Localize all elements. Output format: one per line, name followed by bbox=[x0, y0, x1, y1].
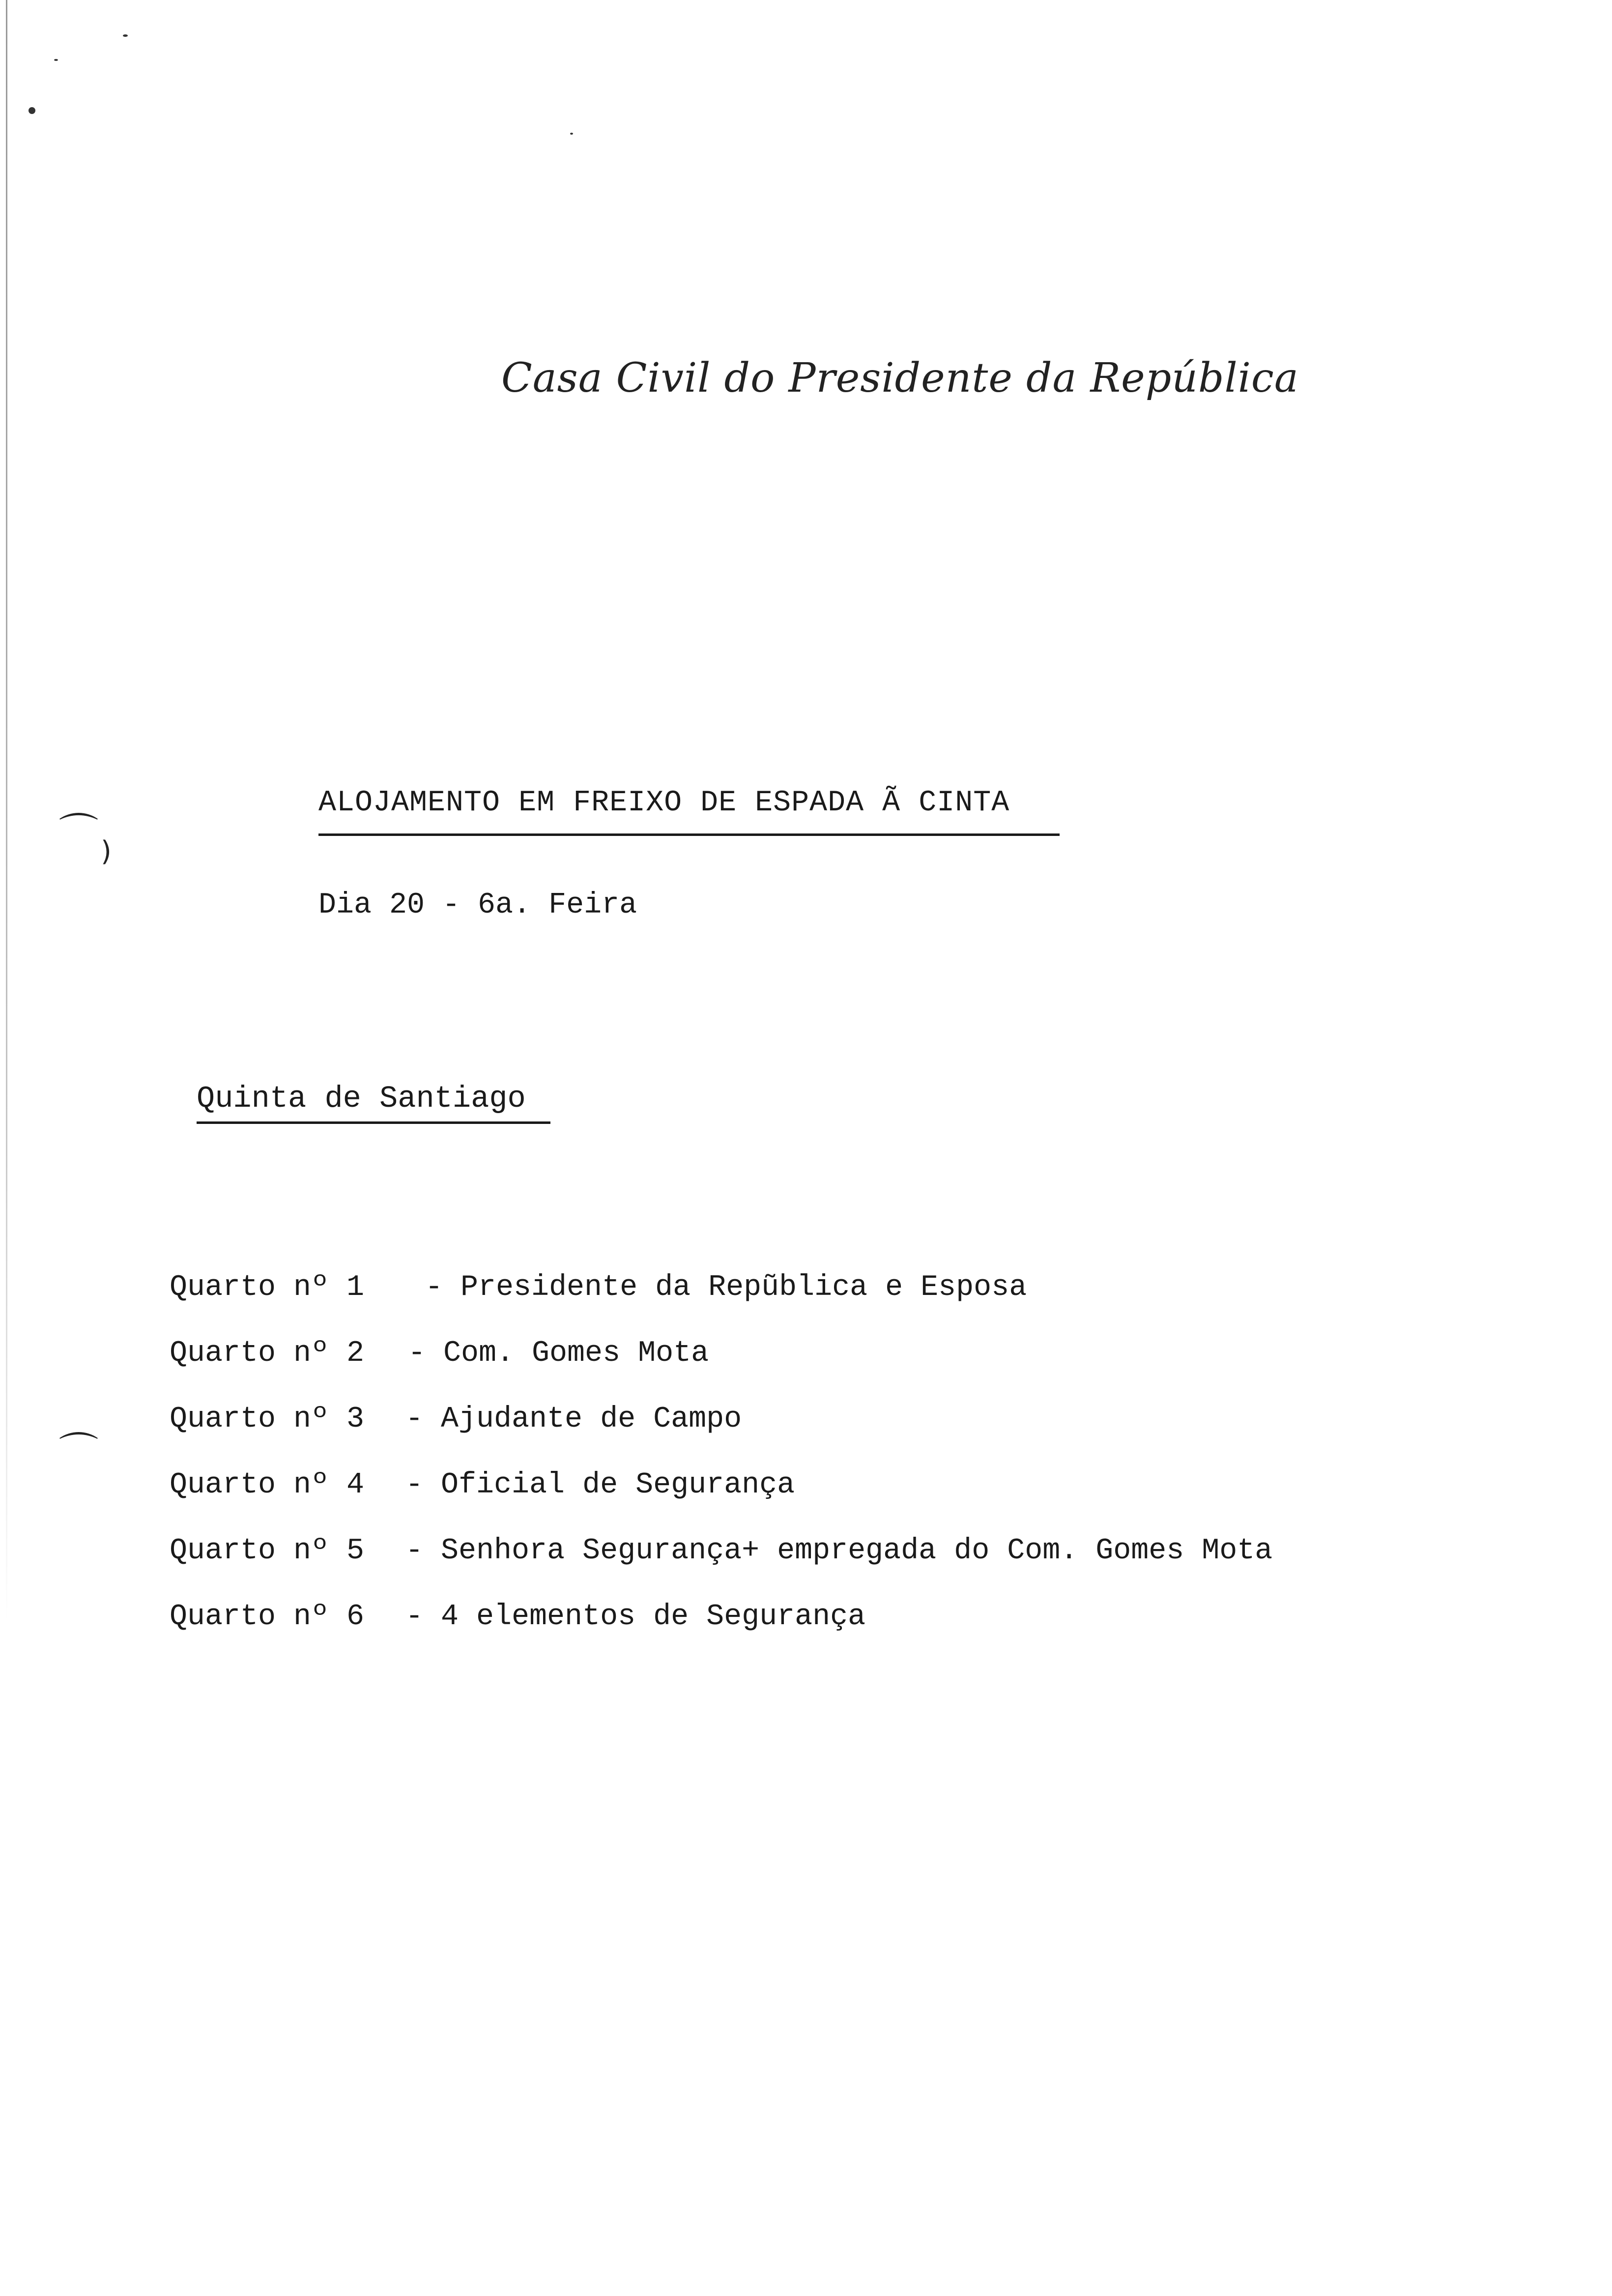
room-row bbox=[170, 1268, 1447, 1334]
room-label: Quarto nº 5 bbox=[170, 1534, 365, 1568]
room-label: Quarto nº 1 bbox=[170, 1271, 365, 1304]
room-row bbox=[170, 1400, 1447, 1465]
scan-speck bbox=[123, 34, 128, 37]
margin-paren-mark: ) bbox=[101, 835, 112, 867]
room-occupant: - Oficial de Segurança bbox=[405, 1468, 795, 1502]
room-occupant: - 4 elementos de Segurança bbox=[405, 1600, 866, 1634]
scan-edge-line bbox=[6, 0, 7, 1622]
location-underline bbox=[197, 1121, 550, 1124]
room-list bbox=[170, 1268, 1447, 1663]
heading-underline bbox=[318, 833, 1060, 836]
letterhead: Casa Civil do Presidente da República bbox=[501, 355, 1299, 402]
room-occupant: - Senhora Segurança+ empregada do Com. Gomes Mota bbox=[405, 1534, 1273, 1568]
room-occupant: - Ajudante de Campo bbox=[405, 1403, 742, 1436]
room-label: Quarto nº 4 bbox=[170, 1468, 365, 1502]
scan-speck bbox=[29, 107, 35, 114]
scan-speck bbox=[54, 59, 58, 61]
room-row bbox=[170, 1465, 1447, 1531]
margin-arc-mark: ⌒ bbox=[59, 1429, 98, 1475]
room-occupant: - Com. Gomes Mota bbox=[408, 1337, 709, 1370]
room-row bbox=[170, 1597, 1447, 1663]
margin-arc-mark: ⌒ bbox=[59, 810, 98, 856]
room-label: Quarto nº 6 bbox=[170, 1600, 365, 1634]
location-title: Quinta de Santiago bbox=[197, 1081, 526, 1116]
document-date: Dia 20 - 6a. Feira bbox=[318, 889, 637, 922]
room-row bbox=[170, 1531, 1447, 1597]
room-label: Quarto nº 2 bbox=[170, 1337, 365, 1370]
room-label: Quarto nº 3 bbox=[170, 1403, 365, 1436]
scan-speck bbox=[570, 133, 573, 135]
document-heading: ALOJAMENTO EM FREIXO DE ESPADA Ã CINTA bbox=[318, 786, 1010, 820]
room-row bbox=[170, 1334, 1447, 1400]
room-occupant: - Presidente da Repũblica e Esposa bbox=[425, 1271, 1027, 1304]
